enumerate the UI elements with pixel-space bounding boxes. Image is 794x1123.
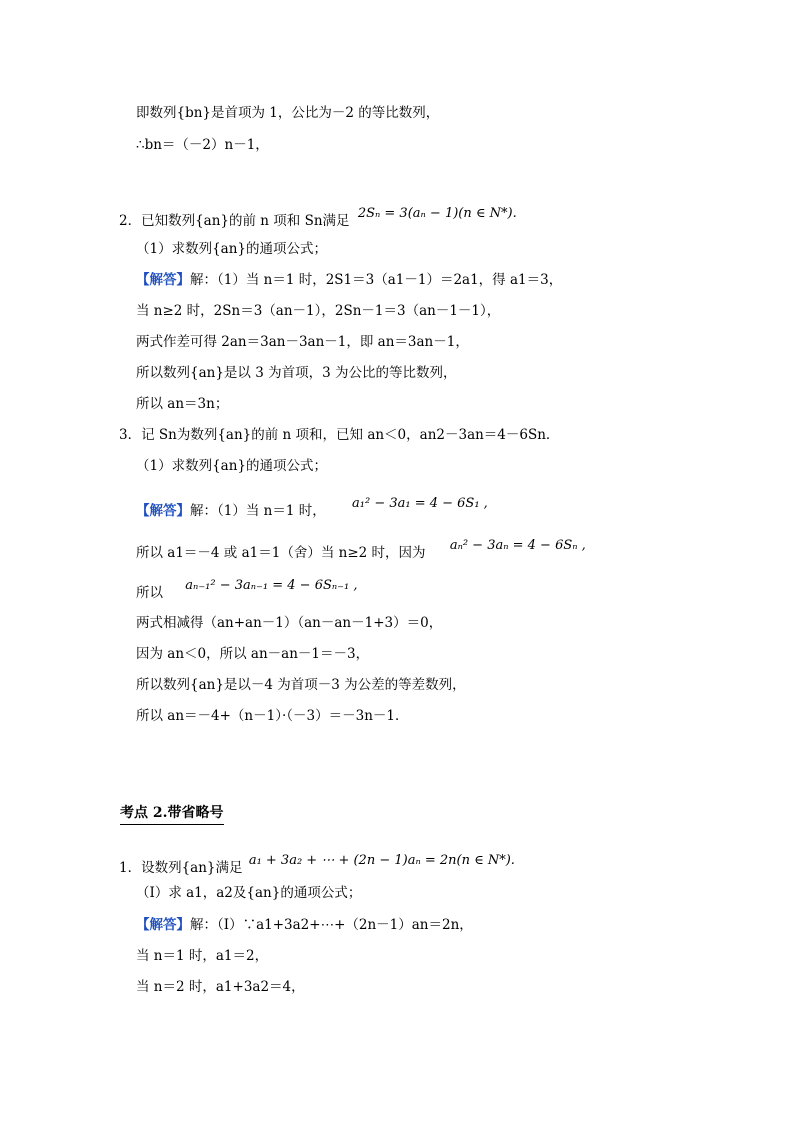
- text-span: 所以 a1＝－4 或 a1＝1（舍）当 n≥2 时，因为: [136, 545, 426, 561]
- answer-text: 解：（Ⅰ）∵a1+3a2+⋯+（2n－1）an＝2n，: [190, 917, 473, 933]
- text-line: 所以数列{an}是以－4 为首项－3 为公差的等差数列，: [136, 677, 466, 693]
- text-line: 两式相减得（an+an－1）（an－an－1+3）＝0，: [136, 615, 443, 631]
- problem-1-statement: [119, 853, 515, 878]
- question-line: （1）求数列{an}的通项公式；: [136, 241, 328, 257]
- answer-tag: 【解答】: [136, 272, 190, 288]
- problem-text: 1．设数列{an}满足: [119, 860, 243, 876]
- text-line: 所以 an＝3n；: [136, 396, 229, 412]
- answer-text: 解：（1）当 n＝1 时，: [190, 503, 326, 519]
- text-line: [136, 578, 358, 603]
- answer-line: [136, 271, 562, 289]
- problem-3-statement: 3．记 Sn为数列{an}的前 n 项和，已知 an＜0，an2－3an＝4－6Sn．: [119, 427, 560, 443]
- math-formula: 2Sₙ = 3(aₙ − 1)(n ∈ N*).: [357, 206, 517, 221]
- problem-2-statement: [119, 206, 517, 231]
- text-line: 所以 an＝－4+（n－1）·（－3）＝－3n－1．: [136, 708, 409, 724]
- math-formula: a₁² − 3a₁ = 4 − 6S₁ ,: [352, 496, 488, 511]
- answer-line: [136, 496, 488, 521]
- answer-tag: 【解答】: [136, 917, 190, 933]
- question-line: （1）求数列{an}的通项公式；: [136, 458, 328, 474]
- text-line: 当 n＝2 时，a1+3a2＝4，: [136, 979, 305, 995]
- math-formula: a₁ + 3a₂ + ⋯ + (2n − 1)aₙ = 2n(n ∈ N*).: [248, 853, 515, 868]
- text-line: [136, 538, 586, 563]
- answer-line: [136, 916, 473, 934]
- text-line: 当 n≥2 时，2Sn＝3（an－1），2Sn－1＝3（an－1－1），: [136, 303, 501, 319]
- text-line: 两式作差可得 2an＝3an－3an－1，即 an＝3an－1，: [136, 334, 469, 350]
- math-formula: aₙ₋₁² − 3aₙ₋₁ = 4 − 6Sₙ₋₁ ,: [185, 578, 358, 593]
- text-line: 当 n＝1 时，a1＝2，: [136, 948, 269, 964]
- text-line: 因为 an＜0，所以 an－an－1＝－3，: [136, 646, 370, 662]
- question-line: （Ⅰ）求 a1，a2及{an}的通项公式；: [136, 885, 362, 901]
- text-line: 所以数列{an}是以 3 为首项，3 为公比的等比数列，: [136, 365, 457, 381]
- answer-text: 解：（1）当 n＝1 时，2S1＝3（a1－1）＝2a1，得 a1＝3，: [190, 272, 563, 288]
- math-formula: aₙ² − 3aₙ = 4 − 6Sₙ ,: [449, 538, 586, 553]
- text-line: ∴bn＝（－2）n－1，: [136, 137, 269, 153]
- answer-tag: 【解答】: [136, 503, 190, 519]
- text-span: 所以: [136, 585, 163, 601]
- text-line: 即数列{bn}是首项为 1，公比为－2 的等比数列，: [136, 105, 440, 121]
- problem-text: 2．已知数列{an}的前 n 项和 Sn满足: [119, 213, 350, 229]
- section-heading: 考点 2.带省略号: [120, 804, 224, 825]
